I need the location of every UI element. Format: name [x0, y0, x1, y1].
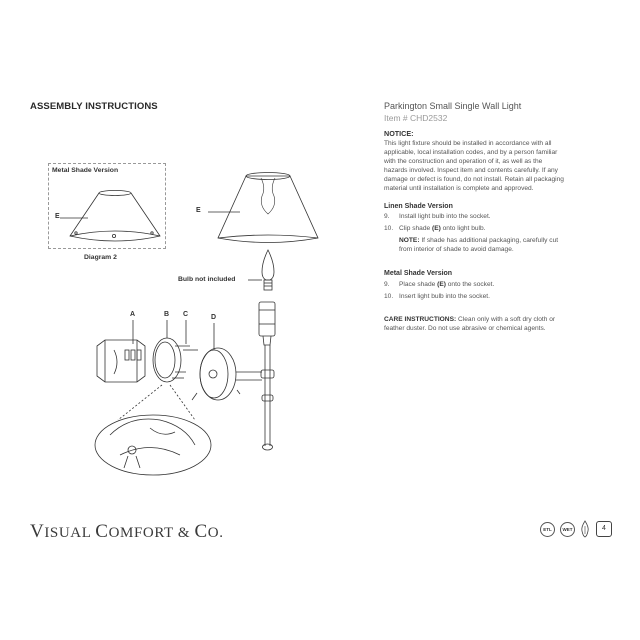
detail-callout — [95, 385, 211, 475]
notice-heading: NOTICE: — [384, 129, 414, 138]
item-number: Item # CHD2532 — [384, 113, 448, 123]
linen-shade-heading: Linen Shade Version — [384, 203, 453, 210]
assembly-instructions-title: ASSEMBLY INSTRUCTIONS — [30, 101, 158, 112]
linen-note: NOTE: If shade has additional packaging, carefully cut from interior of shade to avoid damage. — [399, 237, 559, 253]
etl-certification-icon: ETL — [540, 522, 555, 537]
flame-icon — [580, 520, 590, 538]
linen-step-9: 9. Install light bulb into the socket. — [384, 213, 491, 220]
metal-step-10: 10. Insert light bulb into the socket. — [384, 293, 490, 300]
care-instructions: CARE INSTRUCTIONS: Clean only with a soft dry cloth or feather duster. Do not use abrasive or chemical agents. — [384, 316, 556, 332]
brand-logo: VISUAL COMFORT & CO. — [30, 521, 224, 542]
metal-shade-illustration — [60, 191, 160, 242]
socket-arm-illustration — [236, 302, 275, 450]
leader-lines — [133, 320, 214, 350]
notice-line: hazards involved. Inspect item and contents carefully. If any — [384, 167, 558, 174]
part-e-label-small: E — [55, 213, 60, 220]
notice-line: applicable, local installation codes, and by a person familiar — [384, 149, 558, 156]
diagram-2-label: Diagram 2 — [84, 254, 117, 261]
bulb-illustration — [248, 250, 274, 290]
bulb-not-included-label: Bulb not included — [178, 276, 236, 283]
notice-line: material until installation is complete and approved. — [384, 185, 534, 192]
part-d-label: D — [211, 314, 217, 321]
wet-rating-icon: WET — [560, 522, 575, 537]
backplate-illustration — [192, 348, 240, 400]
product-name: Parkington Small Single Wall Light — [384, 101, 522, 111]
metal-shade-diagram-label: Metal Shade Version — [52, 167, 119, 174]
part-a-label: A — [130, 311, 136, 318]
linen-shade-illustration — [208, 173, 318, 243]
notice-line: with the construction and operation of it, as well as the — [384, 158, 543, 165]
part-b-label: B — [164, 311, 170, 318]
crossbar-illustration — [153, 338, 198, 382]
notice-line: This light fixture should be installed in accordance with all — [384, 140, 552, 147]
notice-line: damage or defect is found, do not install. Retain all packaging — [384, 176, 564, 183]
linen-step-10: 10. Clip shade (E) onto light bulb. — [384, 225, 486, 232]
junction-box-illustration — [97, 340, 145, 382]
page-number: 4 — [596, 521, 612, 537]
part-c-label: C — [183, 311, 189, 318]
metal-shade-heading: Metal Shade Version — [384, 270, 453, 277]
part-e-label-large: E — [196, 207, 201, 214]
metal-step-9: 9. Place shade (E) onto the socket. — [384, 281, 495, 288]
